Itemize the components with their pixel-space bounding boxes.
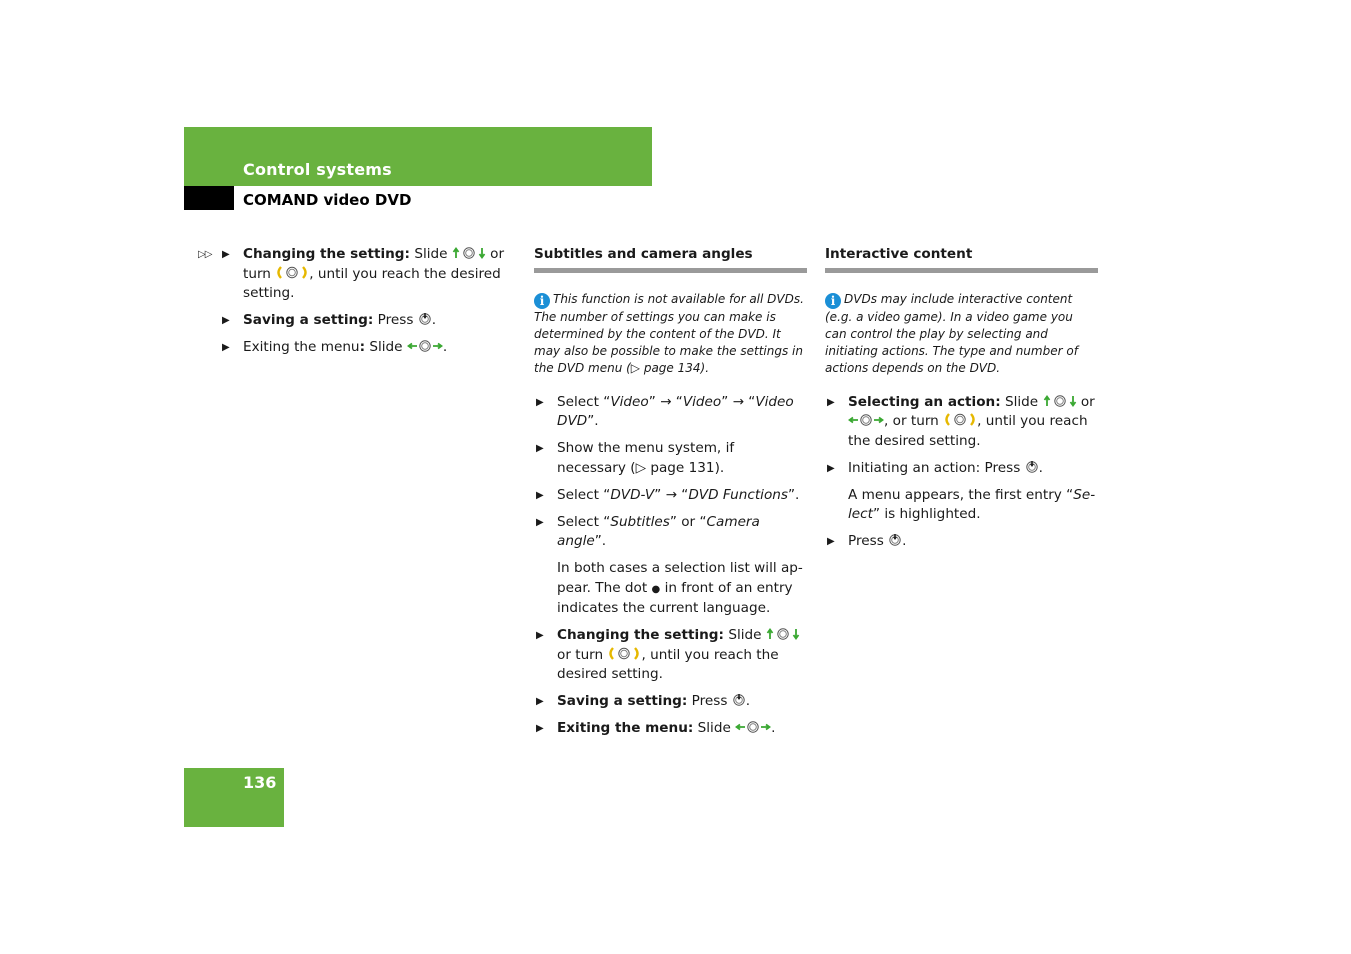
step-select-dvd-functions — [534, 486, 807, 506]
step-text: Select “ — [557, 513, 611, 530]
selection-list-paragraph — [534, 559, 807, 619]
continuation-mark: ▷▷ — [198, 249, 212, 260]
step-text: ” or “ — [669, 513, 707, 530]
info-icon: i — [825, 293, 841, 309]
column-1 — [198, 245, 512, 365]
step-text: Press — [848, 533, 884, 549]
menu-item-name: DVD-V — [610, 486, 655, 503]
controller-slide-left-right-icon — [735, 720, 771, 734]
step-label: Exiting the menu: — [557, 720, 694, 736]
triangle-right-icon: ▶ — [536, 516, 544, 528]
step-initiating-action: ▶ Initiating an action: Press . — [825, 459, 1098, 479]
step-text: Select “ — [557, 393, 611, 410]
step-label: Changing the setting: — [557, 627, 724, 643]
para-text: in front of an entry indicates the current language. — [557, 579, 793, 616]
step-text: turn — [575, 646, 604, 663]
info-note — [534, 291, 807, 377]
step-text: Press — [691, 693, 728, 709]
section-title: Control systems — [243, 160, 392, 179]
step-text: , until you reach the desired setting. — [243, 265, 501, 301]
triangle-right-icon: ▶ — [536, 696, 544, 707]
controller-press-icon — [418, 312, 432, 326]
triangle-right-icon: ▶ — [827, 396, 835, 408]
section-subtitle: COMAND video DVD — [243, 191, 412, 209]
note-text: DVDs may include interactive content (e.g. a video game). In a video game you can control the play by selecting and initiating actions. The type and number of actions depends on the DVD. — [825, 291, 1078, 375]
step-select-subtitles — [534, 513, 807, 552]
note-text: This function is not available for all DVDs. The number of settings you can make is determined by the content of the DVD. It may also be possible to make the settings in the DVD menu (▷ page 134). — [534, 291, 804, 375]
step-text: Exiting the menu — [243, 339, 360, 355]
menu-item-name: Select — [848, 486, 1096, 522]
step-press: ▶ Press . — [825, 532, 1098, 552]
controller-press-icon — [732, 693, 746, 707]
menu-item-name: Video — [610, 393, 649, 410]
menu-item-name: Subtitles — [610, 513, 670, 530]
triangle-right-icon: ▶ — [827, 536, 835, 547]
step-text: or — [1080, 393, 1095, 410]
dot-marker: ● — [651, 583, 661, 595]
controller-press-icon — [888, 533, 902, 547]
controller-turn-icon — [607, 646, 641, 661]
section-heading-interactive: Interactive content — [825, 245, 1098, 273]
step-selecting-action — [825, 393, 1098, 452]
triangle-right-icon: ▶ — [222, 315, 230, 326]
step-exiting-menu: ▶ Exiting the menu: Slide . — [220, 338, 512, 358]
triangle-right-icon: ▶ — [222, 342, 230, 353]
section-tab-marker — [184, 186, 234, 210]
step-saving-setting: ▶ Saving a setting: Press . — [220, 311, 512, 331]
step-text: ”. — [787, 486, 800, 503]
step-label: : — [359, 339, 365, 355]
step-saving-setting: ▶ Saving a setting: Press . — [534, 692, 807, 712]
info-note — [825, 291, 1098, 377]
step-changing-setting — [198, 245, 512, 304]
menu-item-name: Camera angle — [557, 513, 760, 549]
step-label: Changing the setting: — [243, 246, 410, 262]
step-text: Select “ — [557, 486, 611, 503]
step-text: ”. — [587, 413, 599, 429]
step-text: Initiating an action: Press — [848, 459, 1021, 476]
controller-slide-up-down-icon — [452, 246, 486, 260]
step-label: Saving a setting: — [557, 693, 688, 709]
step-text: or — [557, 646, 571, 663]
step-text: or — [490, 246, 505, 262]
controller-slide-left-right-icon — [848, 413, 884, 427]
controller-slide-left-right-icon — [407, 339, 443, 353]
menu-appears-paragraph — [825, 486, 1098, 525]
step-text: Press — [377, 312, 414, 328]
step-text: , or turn — [884, 413, 939, 429]
section-heading-subtitles: Subtitles and camera angles — [534, 245, 807, 273]
controller-turn-icon — [275, 265, 309, 280]
para-text: A menu appears, the first entry “ — [848, 486, 1074, 503]
step-text: Slide — [369, 339, 403, 355]
triangle-right-icon: ▶ — [536, 630, 544, 641]
para-text: In both cases a selection list will appear. The dot — [557, 560, 803, 596]
step-text: ” → “ — [654, 486, 689, 503]
triangle-right-icon: ▶ — [536, 723, 544, 734]
column-2 — [534, 245, 807, 746]
step-text: Slide — [728, 627, 762, 643]
column-3 — [825, 245, 1098, 559]
step-select-video — [534, 393, 807, 432]
step-changing-setting — [534, 626, 807, 685]
step-show-menu — [534, 439, 807, 478]
step-text: , until you reach the desired setting. — [848, 413, 1088, 449]
info-icon: i — [534, 293, 550, 309]
step-text: ” → “ — [648, 393, 683, 410]
triangle-right-icon: ▶ — [536, 489, 544, 501]
triangle-right-icon: ▶ — [536, 396, 544, 408]
controller-turn-icon — [943, 412, 977, 427]
para-text: ” is highlighted. — [872, 506, 981, 522]
menu-item-name: DVD Functions — [688, 486, 788, 503]
menu-item-name: Video DVD — [557, 393, 794, 429]
controller-slide-up-down-icon — [1043, 394, 1077, 408]
triangle-right-icon: ▶ — [536, 443, 544, 454]
step-text: turn — [243, 265, 271, 282]
page-number: 136 — [243, 773, 277, 792]
menu-item-name: Video — [682, 393, 722, 410]
step-text: Slide — [414, 246, 448, 262]
step-text: , until you reach the desired setting. — [557, 646, 779, 682]
step-text: ” → “ — [721, 393, 756, 410]
triangle-right-icon: ▶ — [222, 249, 230, 260]
step-label: Saving a setting: — [243, 312, 374, 328]
step-label: Selecting an action: — [848, 393, 1001, 410]
controller-slide-up-down-icon — [766, 627, 800, 641]
step-text: ”. — [594, 533, 607, 549]
step-text: Slide — [1005, 393, 1039, 410]
step-text: Slide — [697, 720, 731, 736]
step-text: Show the menu system, if necessary (▷ page 131). — [557, 440, 735, 476]
step-exiting-menu: ▶ Exiting the menu: Slide . — [534, 719, 807, 739]
controller-press-icon — [1025, 460, 1039, 474]
triangle-right-icon: ▶ — [827, 462, 835, 474]
